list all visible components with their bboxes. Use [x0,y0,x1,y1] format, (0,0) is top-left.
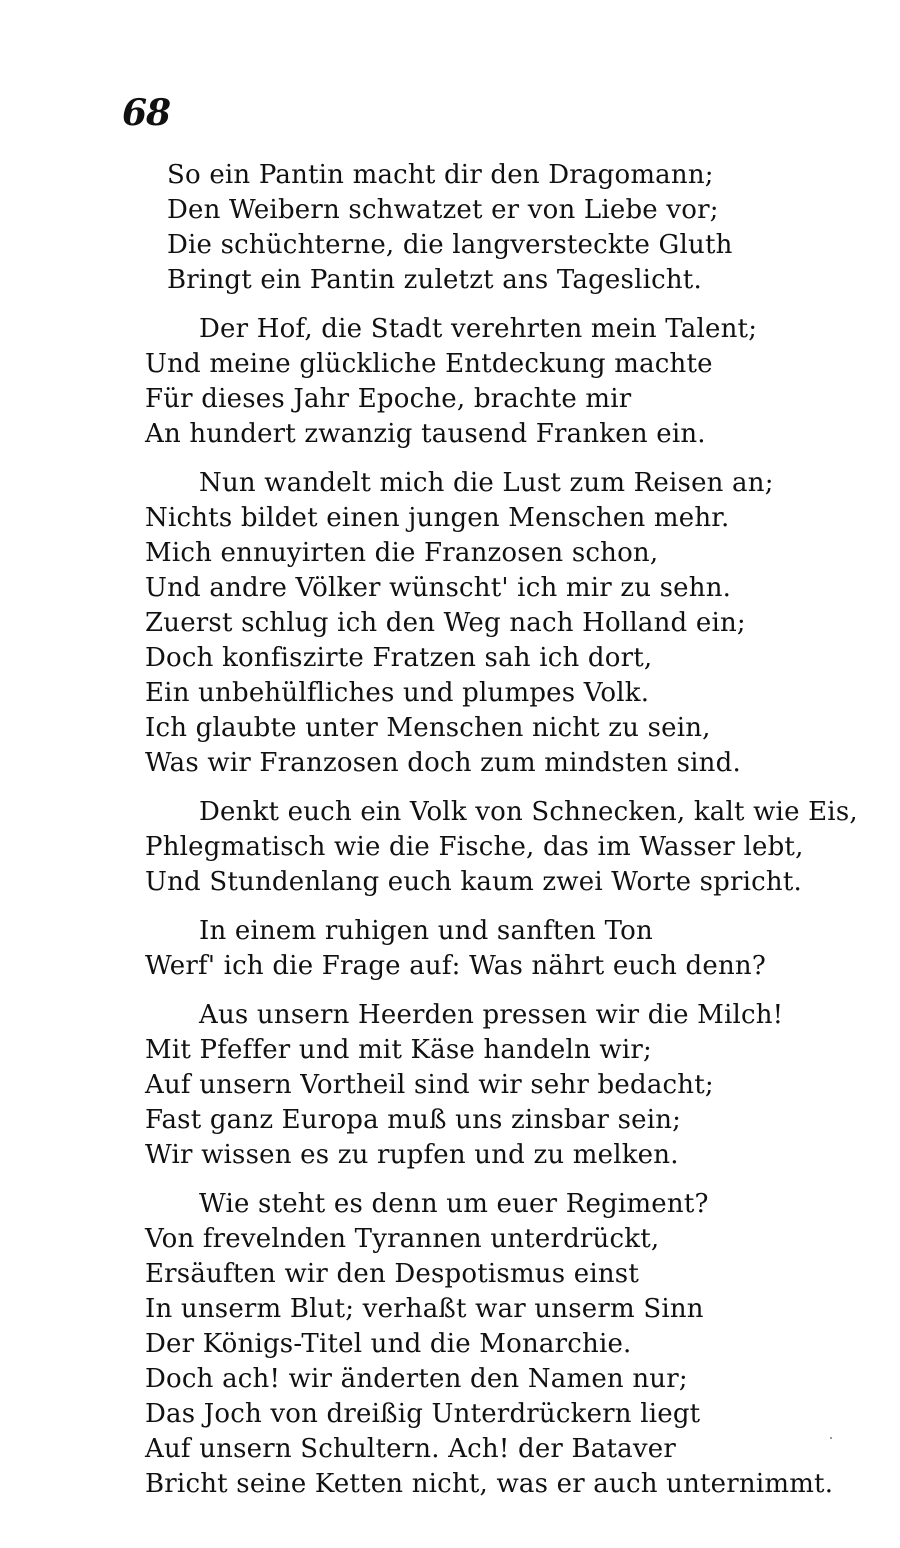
verse-line: Was wir Franzosen doch zum mindsten sind. [145,748,741,778]
verse-line: Ein unbehülfliches und plumpes Volk. [145,678,650,708]
stanza-4 [145,795,858,900]
verse-line: Wie steht es denn um euer Regiment? [199,1189,709,1219]
verse-line: Wir wissen es zu rupfen und zu melken. [145,1140,679,1170]
verse-line: Bricht seine Ketten nicht, was er auch unternimmt. [145,1469,834,1499]
verse-line: Und andre Völker wünscht' ich mir zu sehn. [145,573,732,603]
stanza-6 [145,998,845,1173]
verse-line: So ein Pantin macht dir den Dragomann; [167,160,714,190]
verse-line: Der Hof, die Stadt verehrten mein Talent; [199,314,758,344]
verse-line: Von frevelnden Tyrannen unterdrückt, [145,1224,660,1254]
stanza-3 [145,466,845,781]
verse-line: In einem ruhigen und sanften Ton [199,916,653,946]
verse-line: Nun wandelt mich die Lust zum Reisen an; [199,468,774,498]
verse-line: Nichts bildet einen jungen Menschen mehr. [145,503,730,533]
verse-line: In unserm Blut; verhaßt war unserm Sinn [145,1294,704,1324]
verse-line: Fast ganz Europa muß uns zinsbar sein; [145,1105,682,1135]
verse-line: Den Weibern schwatzet er von Liebe vor; [167,195,719,225]
verse-line: Mit Pfeffer und mit Käse handeln wir; [145,1035,652,1065]
verse-line: Denkt euch ein Volk von Schnecken, kalt wie Eis, [199,797,858,827]
verse-line: Der Königs-Titel und die Monarchie. [145,1329,632,1359]
verse-line: Bringt ein Pantin zuletzt ans Tageslicht. [167,265,702,295]
verse-line: Das Joch von dreißig Unterdrückern liegt [145,1399,701,1429]
stanza-5 [145,914,845,984]
verse-line: Ich glaubte unter Menschen nicht zu sein, [145,713,711,743]
stanza-1 [145,158,845,298]
verse-line: Auf unsern Vortheil sind wir sehr bedacht; [145,1070,714,1100]
stanza-7 [145,1187,845,1502]
verse-line: Für dieses Jahr Epoche, brachte mir [145,384,632,414]
verse-line: Phlegmatisch wie die Fische, das im Wasser lebt, [145,832,804,862]
paper-speck [830,1437,832,1439]
verse-line: Und Stundenlang euch kaum zwei Worte spricht. [145,867,802,897]
stanza-2 [145,312,845,452]
verse-line: Aus unsern Heerden pressen wir die Milch! [199,1000,784,1030]
poem-text [145,158,858,1502]
verse-line: Zuerst schlug ich den Weg nach Holland ein; [145,608,746,638]
verse-line: Doch ach! wir änderten den Namen nur; [145,1364,688,1394]
verse-line: Und meine glückliche Entdeckung machte [145,349,713,379]
verse-line: Auf unsern Schultern. Ach! der Bataver [145,1434,676,1464]
verse-line: Doch konfiszirte Fratzen sah ich dort, [145,643,653,673]
verse-line: An hundert zwanzig tausend Franken ein. [145,419,706,449]
verse-line: Ersäuften wir den Despotismus einst [145,1259,639,1289]
page-number: 68 [122,92,171,134]
verse-line: Werf' ich die Frage auf: Was nährt euch denn? [145,951,766,981]
verse-line: Die schüchterne, die langversteckte Gluth [167,230,733,260]
verse-line: Mich ennuyirten die Franzosen schon, [145,538,659,568]
